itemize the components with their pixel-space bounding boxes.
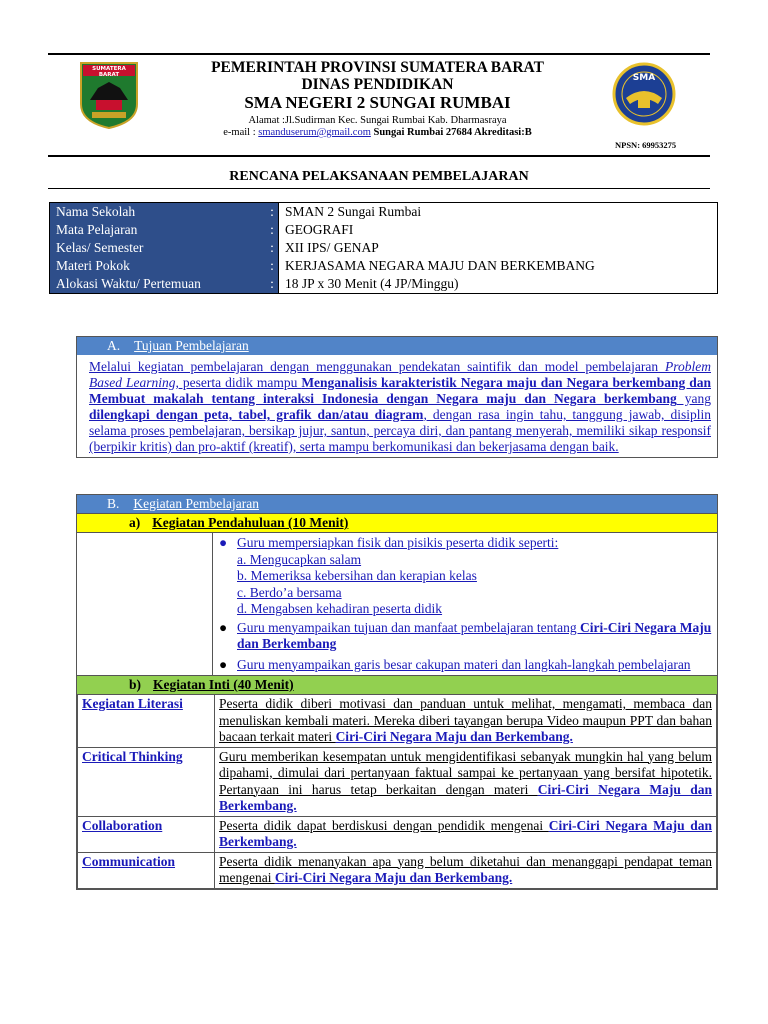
identity-colon: : — [266, 239, 279, 257]
inti-row — [78, 852, 717, 888]
identity-value: 18 JP x 30 Menit (4 JP/Minggu) — [279, 275, 718, 294]
identity-colon: : — [266, 221, 279, 239]
inti-row-key: Communication — [78, 852, 215, 888]
section-a-header — [77, 337, 717, 355]
header-province: PEMERINTAH PROVINSI SUMATERA BARAT — [211, 59, 544, 76]
section-a-title: Tujuan Pembelajaran — [134, 338, 249, 353]
identity-colon: : — [266, 257, 279, 275]
header-school-name: SMA NEGERI 2 SUNGAI RUMBAI — [244, 93, 511, 112]
bullet-1: ● Guru mempersiapkan fisik dan pisikis peserta didik seperti: a. Mengucapkan salam b. Memeriksa kebersihan dan kerapian kelas c. Berdo’a bersama d. Mengabsen kehadiran peserta didik — [237, 535, 713, 618]
letterhead-top-line — [48, 53, 710, 55]
school-logo-text: SMA — [632, 73, 656, 83]
inti-row-text: Guru memberikan kesempatan untuk mengidentifikasi sebanyak mungkin hal yang belum dipahami, dimulai dari pertanyaan faktual sampai ke pertanyaan yang bersifat hipotetik. Pertanyaan ini harus tetap berkaitan dengan materi Ciri-Ciri Negara Maju dan Berkembang. — [215, 747, 717, 816]
header-address: Alamat :Jl.Sudirman Kec. Sungai Rumbai Kab. Dharmasraya — [248, 115, 507, 126]
inti-row-key: Collaboration — [78, 816, 215, 852]
inti-title: Kegiatan Inti (40 Menit) — [153, 677, 294, 692]
identity-value: XII IPS/ GENAP — [279, 239, 718, 257]
identity-label: Mata Pelajaran — [50, 221, 267, 239]
sublist-item: b. Memeriksa kebersihan dan kerapian kelas — [237, 568, 477, 583]
bullet-3-dot: ● — [219, 656, 228, 672]
section-b-number: B. — [107, 496, 120, 511]
header-city-accreditation: Sungai Rumbai 27684 Akreditasi:B — [370, 127, 532, 138]
identity-row — [50, 257, 718, 275]
bullet-3: ● Guru menyampaikan garis besar cakupan materi dan langkah-langkah pembelajaran — [219, 656, 691, 672]
npsn: NPSN: 69953275 — [615, 140, 677, 150]
email-link[interactable]: smanduserum@gmail.com — [258, 127, 371, 138]
bullet-1-dot: ● — [219, 535, 228, 550]
section-b-header — [77, 495, 717, 513]
identity-label: Materi Pokok — [50, 257, 267, 275]
sublist-item: c. Berdo’a bersama — [237, 584, 342, 600]
province-logo-text: SUMATERA BARAT — [92, 66, 126, 78]
email-label: e-mail : — [223, 127, 259, 138]
identity-row — [50, 275, 718, 294]
identity-value: KERJASAMA NEGARA MAJU DAN BERKEMBANG — [279, 257, 718, 275]
doc-title: RENCANA PELAKSANAAN PEMBELAJARAN — [229, 169, 529, 184]
header-department: DINAS PENDIDIKAN — [301, 76, 454, 93]
identity-row — [50, 239, 718, 257]
section-b — [76, 494, 718, 890]
section-a — [76, 336, 718, 458]
identity-row — [50, 221, 718, 239]
identity-label: Alokasi Waktu/ Pertemuan — [50, 275, 267, 294]
identity-row — [50, 203, 718, 222]
identity-value: SMAN 2 Sungai Rumbai — [279, 203, 718, 222]
identity-colon: : — [266, 275, 279, 294]
inti-row — [78, 695, 717, 748]
identity-colon: : — [266, 203, 279, 222]
letterhead-bottom-line — [48, 155, 710, 157]
sublist-item: d. Mengabsen kehadiran peserta didik — [237, 601, 443, 616]
inti-row-text: Peserta didik dapat berdiskusi dengan pendidik mengenai Ciri-Ciri Negara Maju dan Berkembang. — [215, 816, 717, 852]
pendahuluan-content — [77, 532, 717, 675]
section-b-title: Kegiatan Pembelajaran — [133, 496, 259, 511]
inti-row-key: Kegiatan Literasi — [78, 695, 215, 748]
bullet-2: ● Guru menyampaikan tujuan dan manfaat pembelajaran tentang Ciri-Ciri Negara Maju dan Berkembang — [219, 619, 712, 651]
school-logo — [612, 62, 676, 126]
identity-table — [49, 202, 718, 294]
identity-label: Kelas/ Semester — [50, 239, 267, 257]
section-a-number: A. — [107, 338, 121, 353]
pendahuluan-title: Kegiatan Pendahuluan (10 Menit) — [152, 515, 349, 530]
learning-objectives-text: Melalui kegiatan pembelajaran dengan menggunakan pendekatan saintifik dan model pembelajaran Problem Based Learning, peserta didik mampu Menganalisis karakteristik Negara maju dan Negara berkembang dan Membuat makalah tentang interaksi Indonesia dengan Negara maju dan Negara berkembang yang dilengkapi dengan peta, tabel, grafik dan/atau diagram, dengan rasa ingin tahu, tanggung jawab, disiplin selama proses pembelajaran, bersikap jujur, santun, percaya diri, dan pantang menyerah, memiliki sikap responsif (berpikir kritis) dan pro-aktif (kreatif), serta mampu berkomunikasi dan bekerjasama dengan baik. — [89, 359, 712, 454]
sublist-item: a. Mengucapkan salam — [237, 551, 362, 567]
bullet-2-dot: ● — [219, 619, 228, 635]
inti-row-key: Critical Thinking — [78, 747, 215, 816]
inti-row — [78, 747, 717, 816]
bullet-1-sublist — [237, 552, 713, 618]
identity-label: Nama Sekolah — [50, 203, 267, 222]
province-logo — [78, 60, 140, 130]
inti-row-text: Peserta didik menanyakan apa yang belum diketahui dan menanggapi pendapat teman mengenai Ciri-Ciri Negara Maju dan Berkembang. — [215, 852, 717, 888]
header-contact — [150, 127, 605, 139]
pendahuluan-bar: a) Kegiatan Pendahuluan (10 Menit) — [77, 513, 717, 532]
title-underline — [48, 188, 710, 189]
inti-row-text: Peserta didik diberi motivasi dan panduan untuk melihat, mengamati, membaca dan menuliskan kembali materi. Mereka diberi tayangan berupa Video maupun PPT dan bahan bacaan terkait materi Ciri-Ciri Negara Maju dan Berkembang. — [215, 695, 717, 748]
inti-row — [78, 816, 717, 852]
inti-table — [77, 694, 717, 889]
identity-value: GEOGRAFI — [279, 221, 718, 239]
pendahuluan-left-cell — [77, 533, 213, 675]
inti-bar: b) Kegiatan Inti (40 Menit) — [77, 675, 717, 694]
